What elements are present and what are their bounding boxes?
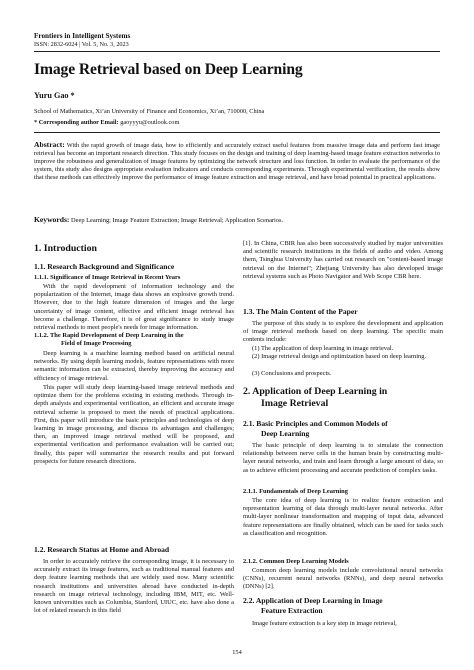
keywords-text: Deep Learning; Image Feature Extraction; Image Retrieval; Application Scenarios. (69, 217, 284, 224)
subsubsection-heading: 1.1.1. Significance of Image Retrieval in Recent Years (34, 274, 181, 281)
subsection-heading: 2.2. Application of Deep Learning in Image (243, 596, 383, 605)
section-heading: 2. Application of Deep Learning in (243, 386, 388, 397)
list-item: (1) The application of deep learning in image retrieval. (252, 345, 394, 352)
section-heading-cont: Image Retrieval (261, 398, 329, 409)
paragraph: With the rapid development of information technology and the popularization of the Internet, image data shows an explosive growth trend. However, due to the high feature dimension of images and the large uncertainty of image content, effective and efficient image retrieval has become a challenge. Therefore, it is of great significance to study image retrieval methods to meet people's needs for image information. (34, 283, 234, 332)
subsection-heading: 1.2. Research Status at Home and Abroad (34, 545, 170, 554)
subsubsection-heading: 2.1.2. Common Deep Learning Models (243, 558, 349, 565)
corr-email: gaoyyyu@outlook.com (118, 119, 180, 126)
author-affiliation: School of Mathematics, Xi’an University of Finance and Economics, Xi’an, 710000, China (34, 108, 265, 115)
subsection-heading: 1.1. Research Background and Significance (34, 262, 175, 271)
issn-line: ISSN: 2832-6024 | Vol. 5, No. 3, 2023 (34, 41, 129, 48)
paragraph: Deep learning is a machine learning method based on artificial neural networks. By using depth learning models, feature representations with more semantic information can be extracted, thereby improving the accuracy and efficiency of image retrieval. (34, 350, 234, 382)
subsection-heading: 2.1. Basic Principles and Common Models of (243, 419, 388, 428)
paragraph: [1]. In China, CBIR has also been successively studied by major universities and scientific research institutions in the fields of audio and video. Among them, Tsinghua University has carried out research on "content-based image retrieval on the Internet"; Zhejiang University has also developed image retrieval systems such as Photo Navigator and Web Scope CBR here. (243, 240, 443, 280)
subsubsection-heading: 2.1.1. Fundamentals of Deep Learning (243, 488, 348, 495)
paragraph: The core idea of deep learning is to realize feature extraction and representation learning of data through multi-layer neural networks. After multi-layer nonlinear transformation and mapping of input data, advanced feature representations are finally obtained, which can be used for tasks such as classification and recognition. (243, 497, 443, 537)
author-name: Yuru Gao * (34, 91, 75, 100)
subsubsection-heading-cont: Field of Image Processing (61, 340, 132, 347)
header-divider (34, 51, 440, 52)
abstract-label: Abstract: (34, 140, 65, 149)
subsection-heading: 1.3. The Main Content of the Paper (243, 307, 358, 316)
paragraph: Image feature extraction is a key step in image retrieval, (252, 620, 397, 627)
subsection-heading-cont: Deep Learning (261, 429, 310, 438)
abstract-divider (34, 132, 440, 133)
paragraph: Common deep learning models include convolutional neural networks (CNNs), recurrent neural networks (RNNs), and deep neural networks (DNNs) [2]. (243, 567, 443, 591)
keywords-label: Keywords: (34, 215, 70, 224)
page-number: 154 (232, 649, 242, 656)
journal-name: Frontiers in Intelligent Systems (34, 32, 131, 40)
list-item: (3) Conclusions and prospects. (252, 370, 332, 377)
corresponding-author (34, 119, 179, 127)
abstract-text: With the rapid growth of image data, how to efficiently and accurately extract useful features from massive image data and perform fast image retrieval has become an important research direction. This study focuses on the design and training of deep learning-based image feature extraction networks to improve the robustness and generalization of image features by optimizing the network structure and loss function. In order to evaluate the performance of the system, this study also designs appropriate evaluation indicators and conducts corresponding experiments. Through experimental verification, the results show that these methods can effectively improve the performance of image feature extraction and image retrieval, and have broad potential in practical applications. (34, 142, 440, 181)
subsubsection-heading: 1.1.2. The Rapid Development of Deep Learning in the (34, 332, 184, 339)
keywords (34, 216, 440, 225)
corr-label: * Corresponding author Email: (34, 119, 119, 126)
section-heading: 1. Introduction (34, 243, 97, 254)
paragraph: This paper will study deep learning-based image retrieval methods and optimize them for the problems existing in existing methods. Through in-depth analysis and experimental verification, an efficient and accurate image retrieval scheme is proposed to meet the needs of practical applications. First, this paper will introduce the basic principles and technologies of deep learning in image processing, and discuss its advantages and challenges; then, an improved image retrieval method will be proposed, and experimental verification and performance evaluation will be carried out; finally, this paper will summarize the research results and put forward prospects for future research directions. (34, 384, 234, 465)
paper-title: Image Retrieval based on Deep Learning (34, 61, 303, 78)
paragraph: The basic principle of deep learning is to simulate the connection relationship between nerve cells in the human brain by constructing multi-layer neural networks, and train and learn through a large amount of data, so as to achieve efficient processing and accurate prediction of complex tasks. (243, 442, 443, 474)
abstract (34, 141, 440, 182)
subsection-heading-cont: Feature Extraction (261, 606, 323, 615)
paragraph: In order to accurately retrieve the corresponding image, it is necessary to accurately extract its image features, such as traditional manual features and deep feature learning methods that are widely used now. Many scientific research institutions and universities abroad have conducted in-depth research on image retrieval technology, including IBM, MIT, etc. Well-known universities such as Columbia, Stanford, UIUC, etc. have also done a lot of related research in this field (34, 558, 234, 615)
paragraph: The purpose of this study is to explore the development and application of image retrieval methods based on deep learning. The specific main contents include: (243, 320, 443, 344)
list-item: (2) Image retrieval design and optimization based on deep learning. (252, 353, 427, 360)
